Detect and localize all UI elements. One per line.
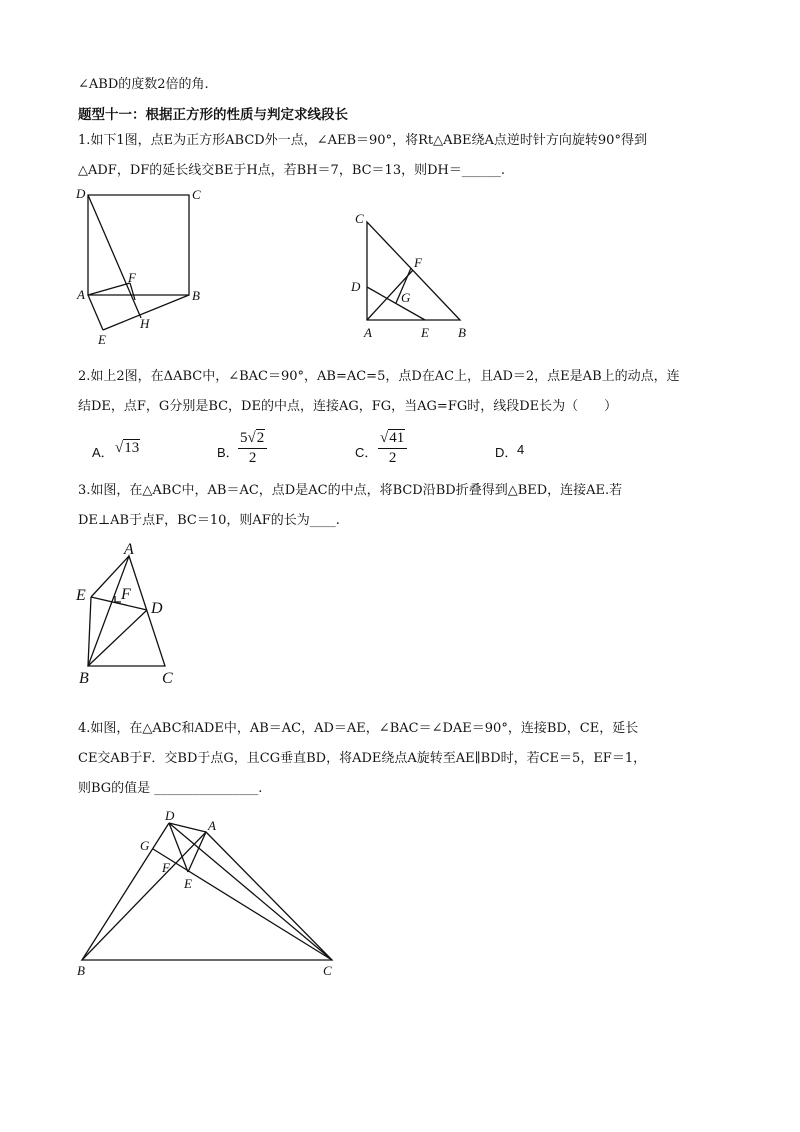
fig3-line-eb [88, 597, 91, 666]
q1-line2: △ADF，DF的延长线交BE于H点，若BH＝7，BC＝13，则DH＝______. [78, 163, 505, 178]
option-b-radicand: 2 [256, 430, 265, 446]
figure-4 [77, 808, 332, 978]
fig1-label-b: B [192, 288, 200, 303]
option-a-value: √13 [115, 440, 140, 456]
fig1-line-af [88, 283, 130, 295]
fig3-line-ed [91, 597, 147, 610]
fig1-label-f: F [128, 270, 136, 285]
option-c-denominator: 2 [388, 450, 397, 466]
option-b-denominator: 2 [248, 450, 257, 466]
fig3-label-d: D [151, 600, 163, 617]
fig2-label-c: C [355, 211, 364, 226]
fig1-label-a: A [77, 287, 85, 302]
q4-line2: CE交AB于F．交BD于点G，且CG垂直BD，将ADE绕点A旋转至AE∥BD时，若CE＝5，EF＝1， [78, 751, 647, 766]
section-heading: 题型十一：根据正方形的性质与判定求线段长 [78, 107, 348, 123]
option-b-coef: 5 [240, 430, 248, 446]
q4-line1: 4.如图，在△ABC和ADE中，AB＝AC，AD＝AE，∠BAC＝∠DAE＝90°，连接BD，CE，延长 [78, 721, 639, 736]
fig2-label-a: A [364, 325, 372, 340]
figure-2 [350, 211, 466, 340]
figure-1 [75, 186, 201, 347]
option-a-label: A． [92, 445, 114, 460]
fig1-line-dh [88, 195, 141, 318]
fig1-label-e: E [98, 332, 106, 347]
fig2-line-de [367, 287, 425, 320]
q1-line1: 1.如下1图，点E为正方形ABCD外一点，∠AEB＝90°，将Rt△ABE绕A点逆时针方向旋转90°得到 [78, 133, 647, 148]
q2-line1: 2.如上2图，在ΔABC中，∠BAC＝90°，AB=AC=5，点D在AC上，且AD＝2，点E是AB上的动点，连 [78, 369, 680, 384]
figure-3 [75, 541, 173, 687]
option-b-fraction: 5√2 2 [238, 430, 267, 467]
fig1-label-h: H [140, 316, 150, 331]
fig4-label-f: F [162, 860, 170, 875]
fig4-label-g: G [140, 838, 150, 853]
fig3-line-bd [88, 610, 147, 666]
continued-line: ∠ABD的度数2倍的角. [78, 77, 209, 92]
fig4-line-gc [153, 849, 332, 960]
fig3-label-f: F [121, 586, 131, 603]
fig2-label-f: F [414, 255, 422, 270]
option-c-fraction: √41 2 [378, 430, 407, 467]
q2-line2: 结DE，点F，G分别是BC，DE的中点，连接AG，FG，当AG=FG时，线段DE长为（ ） [78, 399, 618, 414]
q4-line3: 则BG的值是 ________________. [78, 781, 263, 796]
option-c-label: C． [355, 445, 378, 460]
fig4-label-d: D [165, 808, 175, 823]
fig2-label-g: G [401, 290, 411, 305]
fig4-line-db [82, 823, 169, 960]
option-d-label: D． [495, 445, 518, 460]
fig4-label-e: E [184, 876, 192, 891]
fig3-label-e: E [76, 587, 86, 604]
fig4-triangle [82, 832, 332, 960]
option-c-radicand: 41 [389, 430, 405, 446]
fig4-line-dc [169, 823, 332, 960]
option-b-label: B． [217, 445, 239, 460]
q3-line1: 3.如图，在△ABC中，AB＝AC，点D是AC的中点，将BCD沿BD折叠得到△BED，连接AE.若 [78, 483, 623, 498]
q3-line2: DE⊥AB于点F，BC＝10，则AF的长为____. [78, 513, 340, 528]
fig1-square [88, 195, 189, 295]
fig4-label-b: B [77, 963, 85, 978]
fig1-label-c: C [192, 187, 201, 202]
fig4-label-a: A [208, 818, 216, 833]
fig3-label-b: B [79, 670, 89, 687]
fig1-label-d: D [76, 186, 86, 201]
fig2-label-e: E [421, 325, 429, 340]
fig4-label-c: C [323, 963, 332, 978]
fig2-label-b: B [458, 325, 466, 340]
fig3-label-c: C [162, 670, 173, 687]
option-d-value: 4 [517, 442, 525, 457]
option-a-radicand: 13 [124, 440, 140, 456]
fig3-label-a: A [124, 541, 134, 558]
fig1-line-ae [88, 295, 103, 330]
fig2-label-d: D [351, 279, 361, 294]
